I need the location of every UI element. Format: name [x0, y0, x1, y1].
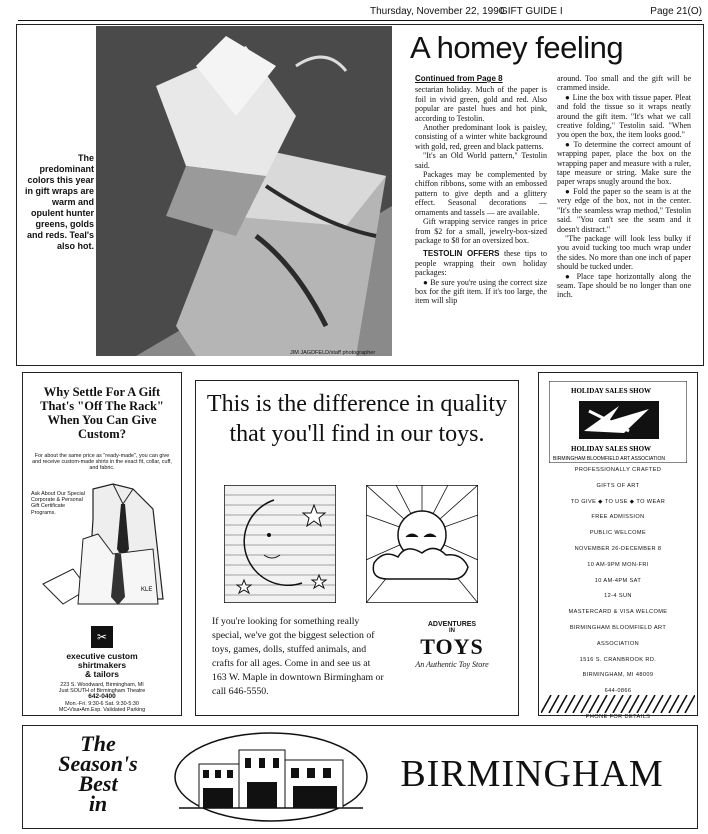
slogan-line: in: [88, 791, 108, 816]
banner-text-bottom: HOLIDAY SALES SHOW: [571, 445, 652, 453]
shop-hours: Mon.-Fri. 9:30-6 Sat. 9:30-5:30: [65, 700, 139, 707]
photo-caption: The predominant colors this year in gift wraps are warm and opulent hunter greens, golds and reds. Teal's also hot.: [24, 153, 94, 251]
holiday-show-ad: [538, 372, 698, 720]
shop-name-line: shirtmakers: [77, 660, 127, 670]
birmingham-banner: [22, 725, 698, 829]
show-detail-line: NOVEMBER 26-DECEMBER 8: [574, 545, 662, 552]
article-paragraph: Packages may be complemented by chiffon ribbons, some with an embossed pattern to give depth and a glittery effect. Seasonal decorations — ornaments and tassels — are available.: [415, 170, 547, 217]
article-headline: A homey feeling: [410, 30, 624, 65]
photo-credit: JIM JAGDFELD/staff photographer: [290, 350, 376, 356]
show-details: [543, 463, 693, 721]
tailor-ad-ask: Ask About Our Special Corporate & Personal Gift Certificate Programs.: [31, 491, 85, 516]
shirt-illustration: [33, 479, 173, 609]
show-detail-line: BIRMINGHAM, MI 48009: [582, 672, 654, 679]
tailor-ad: [22, 372, 182, 716]
show-detail-line: GIFTS OF ART: [596, 482, 640, 489]
show-detail-line: PROFESSIONALLY CRAFTED: [574, 467, 662, 473]
toy-ad-copy: If you're looking for something really special, we've got the biggest selection of toys, games, dolls, stuffed animals, and crafts for all ages. Come in and see us at 163 W. Maple in downtown Birmingham or call 646-5550.: [212, 616, 384, 697]
toy-ad-headline: This is the difference in quality that you'll find in our toys.: [206, 391, 508, 447]
show-detail-line: ASSOCIATION: [596, 640, 640, 647]
article-tip: ● Fold the paper so the seam is at the very edge of the box, not in the center. "It's the seamless wrap method," Testolin said. "You can't see the seam and it doesn't distract.": [557, 186, 691, 234]
season-slogan: [31, 731, 165, 816]
moon-illustration: [224, 485, 336, 603]
gift-wrap-photo: [96, 26, 392, 356]
article-paragraph: Gift wrapping service ranges in price from $2 for a small, jewelry-box-sized package to $8 for an oversized box.: [415, 217, 547, 245]
article-paragraph: "It's an Old World pattern," Testolin said.: [415, 151, 547, 170]
downtown-skyline-illustration: [173, 730, 369, 824]
shirt-label: KLE: [141, 587, 153, 593]
show-detail-line: 10 AM-4PM SAT: [594, 577, 642, 584]
toy-store-logo: [394, 621, 510, 701]
brand-wordmark: TOYS: [420, 634, 484, 659]
show-detail-line: 10 AM-9PM MON-FRI: [587, 561, 649, 568]
slogan-line: Season's: [58, 751, 138, 776]
show-detail-line: PUBLIC WELCOME: [589, 530, 647, 537]
article-tip: ● Be sure you're using the correct size box for the gift item. If it's too large, the item will slip: [415, 277, 547, 306]
tailor-ad-title: Why Settle For A Gift That's "Off The Rack" When You Can Give Custom?: [40, 385, 164, 441]
shop-address-line: 223 S. Woodward, Birmingham, MI: [60, 682, 144, 688]
article-tip: ● To determine the correct amount of wrapping paper, place the box on the wrapping paper and measure with a ruler, tape measure or string. Make sure the paper wraps snugly around the box.: [557, 139, 691, 187]
article-paragraph: these tips to people wrapping their own holiday packages:: [415, 249, 548, 278]
issue-date: Thursday, November 22, 1990: [370, 6, 505, 17]
gift-package-illustration: [96, 26, 392, 356]
article-column-2: [557, 74, 691, 356]
show-detail-line: MASTERCARD & VISA WELCOME: [568, 609, 668, 616]
holiday-show-banner: [549, 381, 687, 463]
page-header: [18, 4, 702, 21]
slogan-line: Best: [78, 771, 118, 796]
banner-text-top: HOLIDAY SALES SHOW: [571, 387, 652, 395]
section-name: GIFT GUIDE I: [500, 6, 563, 17]
show-detail-line: 12-4 SUN: [604, 593, 632, 600]
sun-cloud-illustration: [366, 485, 478, 603]
article-paragraph: sectarian holiday. Much of the paper is foil in vivid green, gold and red. Also popular are pastel hues and hot pink, according to Testolin.: [415, 85, 547, 123]
shop-payment: MC•Visa•Am.Exp. Validated Parking: [58, 706, 146, 713]
tailor-ad-blurb: For about the same price as "ready-made", you can give and receive custom-made shirts in the exact fit, collar, cuff, and fabric.: [32, 453, 172, 472]
shop-name: [27, 652, 177, 679]
shop-address-line: Just SOUTH of Birmingham Theatre: [58, 688, 146, 695]
slogan-line: The: [80, 731, 116, 756]
shop-address: [27, 682, 177, 713]
article-paragraph: around. Too small and the gift will be crammed inside.: [557, 74, 691, 93]
shop-name-line: & tailors: [84, 669, 119, 679]
decorative-hatch-border: [541, 695, 695, 713]
continued-line: Continued from Page 8: [415, 74, 503, 83]
show-detail-line: TO GIVE ◆ TO USE ◆ TO WEAR: [570, 498, 666, 505]
city-name: BIRMINGHAM: [400, 753, 664, 795]
banner-org: BIRMINGHAM BLOOMFIELD ART ASSOCIATION: [553, 456, 665, 462]
show-detail-line: BIRMINGHAM BLOOMFIELD ART: [569, 624, 667, 631]
show-detail-line: 1516 S. CRANBROOK RD.: [579, 656, 657, 663]
brand-tagline: An Authentic Toy Store: [415, 660, 489, 669]
brand-line: IN: [449, 628, 455, 634]
page-number: Page 21(O): [650, 6, 702, 17]
brand-line: ADVENTURES: [427, 621, 477, 628]
article-tip: ● Place tape horizontally along the seam. Tape should be no longer than one inch.: [557, 271, 691, 300]
article-column-1: [415, 74, 547, 356]
article-subhead: TESTOLIN OFFERS: [423, 249, 500, 259]
scissors-icon: ✂: [91, 626, 113, 648]
show-detail-line: 644-0866: [604, 688, 632, 695]
article-tip: ● Line the box with tissue paper. Pleat and fold the tissue so it wraps neatly around the gift item. "It's what we call creative folding," Testolin said. "When you open the box, the item looks good.": [557, 92, 691, 140]
toy-store-ad: [195, 380, 519, 716]
show-detail-line: PHONE FOR DETAILS: [585, 713, 651, 720]
shop-name-line: executive custom: [66, 651, 138, 661]
show-detail-line: FREE ADMISSION: [591, 514, 645, 521]
article-paragraph: "The package will look less bulky if you avoid tucking too much wrap under the sides. No more than one inch of paper should be tucked under.: [557, 233, 691, 272]
article-paragraph: Another predominant look is paisley, consisting of a winter white background with gold, red, green and black patterns.: [415, 123, 547, 151]
shop-phone: 642-0400: [88, 693, 116, 701]
